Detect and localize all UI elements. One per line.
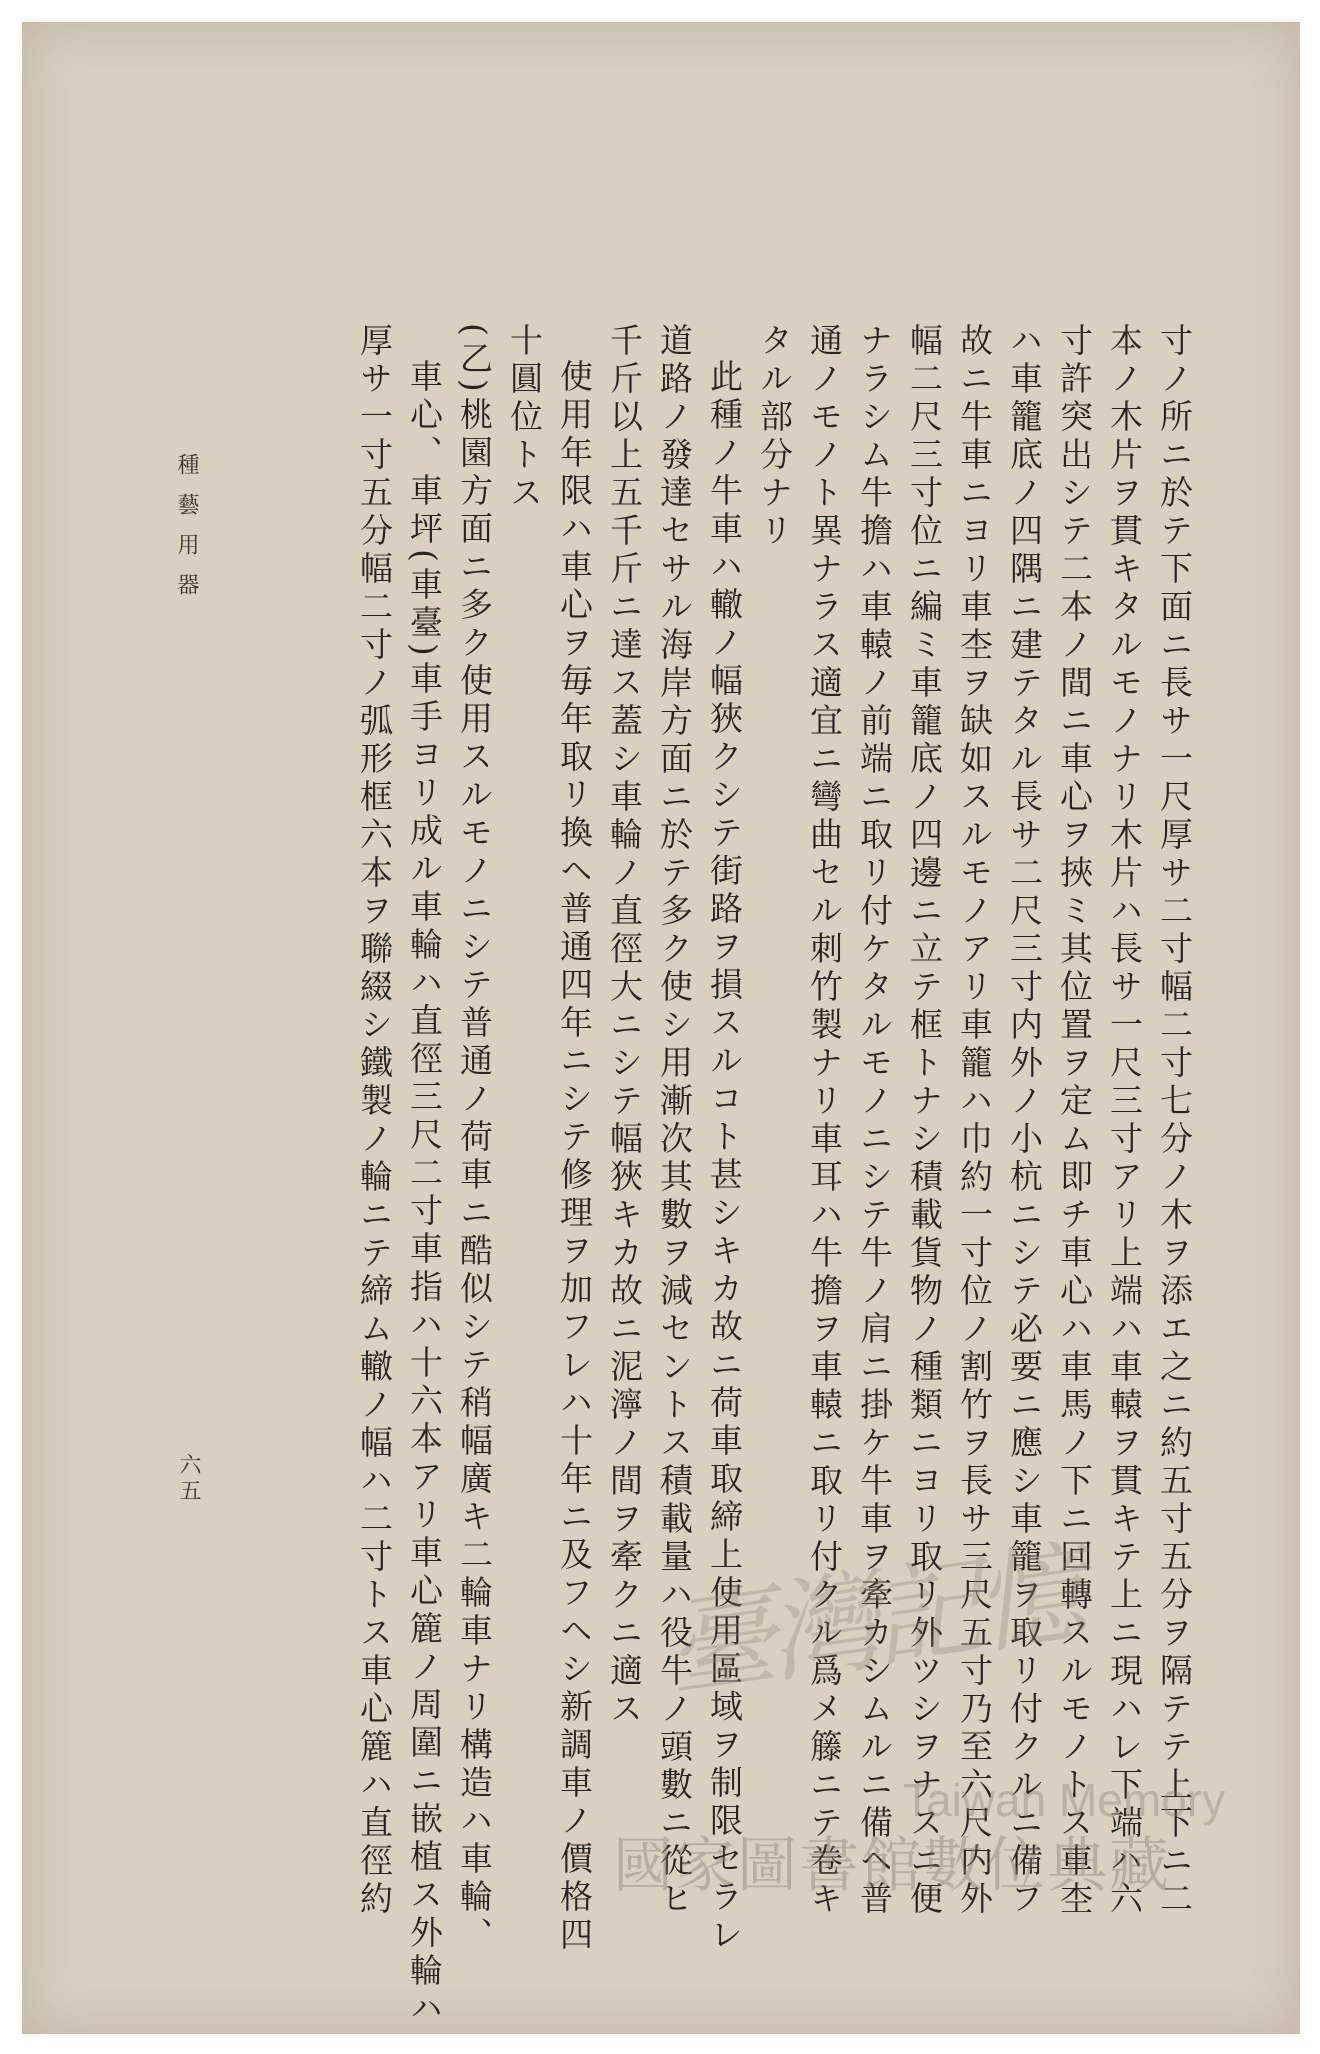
text-column: 車心、車坪(車臺)車手ヨリ成ル車輪ハ直徑三尺二寸車指ハ十六本アリ車心簏ノ周圍ニ嵌植ス外輪ハ bbox=[405, 359, 444, 2029]
book-page bbox=[22, 22, 1300, 2034]
watermark-english: Taiwan Memory bbox=[903, 1774, 1226, 1826]
text-column: 寸ノ所ニ於テ下面ニ長サ一尺厚サ二寸幅二寸七分ノ木ヲ添エ之ニ約五寸五分ヲ隔テテ上下ニ二 bbox=[1155, 323, 1194, 1919]
text-column: 厚サ一寸五分幅二寸ノ弧形框六本ヲ聯綴シ鐵製ノ輪ニテ締ム轍ノ幅ハ二寸トス車心簏ハ直徑約 bbox=[355, 323, 394, 1919]
text-column: ハ車籠底ノ四隅ニ建テタル長サ二尺三寸内外ノ小杭ニシテ必要ニ應シ車籠ヲ取リ付クルニ備フ bbox=[1005, 323, 1044, 1919]
text-column: 寸許突出シテ二本ノ間ニ車心ヲ挾ミ其位置ヲ定ム即チ車心ハ車馬ノ下ニ回轉スルモノトス車杢 bbox=[1055, 323, 1094, 1919]
text-column: 十圓位トス bbox=[505, 323, 544, 513]
watermark-logo: 臺灣記憶 bbox=[657, 1528, 1088, 1714]
running-header: 種藝用器 bbox=[174, 453, 199, 613]
text-column: 道路ノ發達セサル海岸方面ニ於テ多ク使シ用漸次其數ヲ減セントス積載量ハ役牛ノ頭數ニ從ヒ bbox=[655, 323, 694, 1919]
text-column: (乙)桃園方面ニ多ク使用スルモノニシテ普通ノ荷車ニ酷似シテ稍幅廣キ二輪車ナリ構造ハ車輪、 bbox=[455, 323, 494, 1955]
text-column: タル部分ナリ bbox=[755, 323, 794, 551]
text-column: 本ノ木片ヲ貫キタルモノナリ木片ハ長サ一尺三寸アリ上端ハ車轅ヲ貫キテ上ニ現ハレ下端ハ六 bbox=[1105, 323, 1144, 1919]
text-column: 通ノモノト異ナラス適宜ニ彎曲セル刺竹製ナリ車耳ハ牛擔ヲ車轅ニ取リ付クル爲メ籐ニテ卷キ bbox=[805, 323, 844, 1919]
watermark-chinese: 國家圖書館數位典藏 bbox=[613, 1831, 1171, 1901]
page-number: 六五 bbox=[176, 1453, 201, 1505]
text-column: 此種ノ牛車ハ轍ノ幅狹クシテ街路ヲ損スルコト甚シキカ故ニ荷車取締上使用區域ヲ制限セラレ bbox=[705, 359, 744, 1955]
text-column: 幅二尺三寸位ニ編ミ車籠底ノ四邊ニ立テ框トナシ積載貨物ノ種類ニヨリ取リ外ツシヲナスニ便 bbox=[905, 323, 944, 1919]
text-column: 使用年限ハ車心ヲ毎年取リ換ヘ普通四年ニシテ修理ヲ加フレハ十年ニ及フヘシ新調車ノ價格四 bbox=[555, 359, 594, 1955]
text-column: ナラシム牛擔ハ車轅ノ前端ニ取リ付ケタルモノニシテ牛ノ肩ニ掛ケ牛車ヲ牽カシムルニ備ヘ普 bbox=[855, 323, 894, 1919]
text-column: 故ニ牛車ニヨリ車杢ヲ缺如スルモノアリ車籠ハ巾約一寸位ノ割竹ヲ長サ三尺五寸乃至六尺内外 bbox=[955, 323, 994, 1919]
text-column: 千斤以上五千斤ニ達ス蓋シ車輪ノ直徑大ニシテ幅狹キカ故ニ泥濘ノ間ヲ牽クニ適ス bbox=[605, 323, 644, 1729]
